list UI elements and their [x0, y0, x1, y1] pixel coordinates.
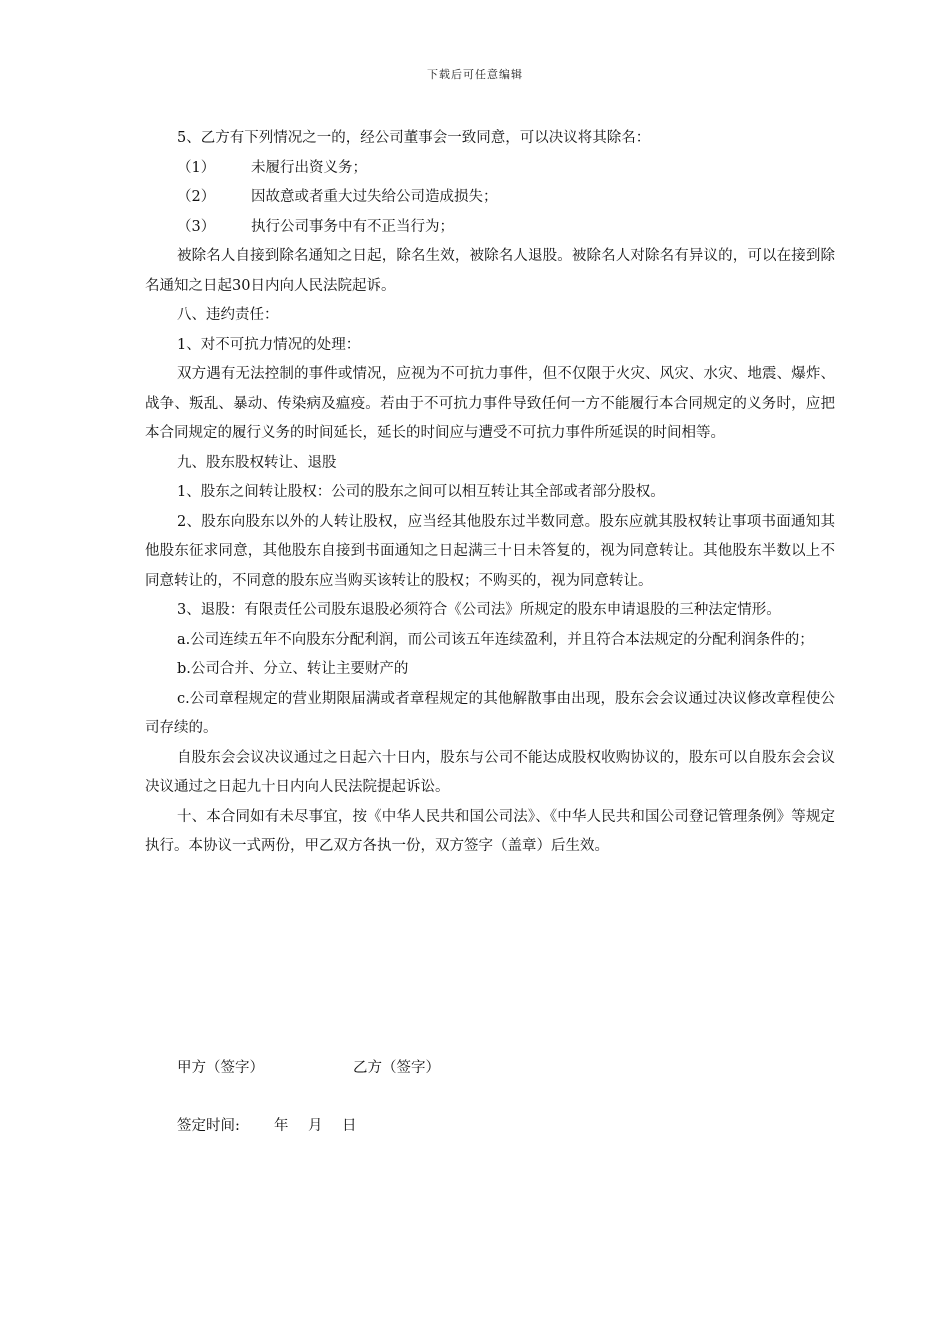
signing-date-row — [177, 1114, 357, 1135]
list-item-text: 执行公司事务中有不正当行为； — [251, 218, 454, 235]
paragraph-condition-c: c.公司章程规定的营业期限届满或者章程规定的其他解散事由出现，股东会会议通过决议修改章程使公司存续的。 — [145, 690, 835, 736]
paragraph-condition-a: a.公司连续五年不向股东分配利润，而公司该五年连续盈利，并且符合本法规定的分配利润条件的； — [177, 631, 814, 648]
list-item-text: 未履行出资义务； — [251, 159, 367, 176]
party-a-signature-label: 甲方（签字） — [177, 1060, 264, 1076]
paragraph-transfer-to-outsiders: 2、股东向股东以外的人转让股权，应当经其他股东过半数同意。股东应就其股权转让事项书面通知其他股东征求同意，其他股东自接到书面通知之日起满三十日未答复的，视为同意转让。其他股东半数以上不同意转让的，不同意的股东应当购买该转让的股权；不购买的，视为同意转让。 — [145, 513, 835, 589]
signing-date-label: 签定时间: — [177, 1118, 240, 1134]
paragraph-withdrawal: 3、退股：有限责任公司股东退股必须符合《公司法》所规定的股东申请退股的三种法定情形。 — [177, 602, 781, 618]
party-b-signature-label: 乙方（签字） — [353, 1060, 440, 1076]
paragraph-litigation-period: 自股东会会议决议通过之日起六十日内，股东与公司不能达成股权收购协议的，股东可以自股东会会议决议通过之日起九十日内向人民法院提起诉讼。 — [145, 749, 835, 795]
document-body — [145, 124, 835, 862]
signing-date-day: 日 — [342, 1118, 357, 1134]
paragraph-expulsion-effect: 被除名人自接到除名通知之日起，除名生效，被除名人退股。被除名人对除名有异议的，可以在接到除名通知之日起30日内向人民法院起诉。 — [145, 248, 835, 294]
paragraph-force-majeure-title: 1、对不可抗力情况的处理： — [177, 336, 361, 353]
list-item — [145, 213, 835, 243]
section-heading-equity-transfer: 九、股东股权转让、退股 — [177, 454, 337, 471]
section-heading-breach: 八、违约责任： — [177, 307, 279, 323]
paragraph-condition-b: b.公司合并、分立、转让主要财产的 — [177, 661, 409, 677]
page-header: 下载后可任意编辑 — [427, 68, 523, 81]
list-item — [145, 154, 835, 184]
list-item-number: （3） — [177, 218, 216, 235]
list-item-number: （2） — [177, 189, 216, 205]
paragraph-force-majeure-body: 双方遇有无法控制的事件或情况，应视为不可抗力事件，但不仅限于火灾、风灾、水灾、地震、爆炸、战争、叛乱、暴动、传染病及瘟疫。若由于不可抗力事件导致任何一方不能履行本合同规定的义务时，应把本合同规定的履行义务的时间延长，延长的时间应与遭受不可抗力事件所延误的时间相等。 — [145, 366, 835, 441]
paragraph-miscellaneous: 十、本合同如有未尽事宜，按《中华人民共和国公司法》、《中华人民共和国公司登记管理条例》等规定执行。本协议一式两份，甲乙双方各执一份，双方签字（盖章）后生效。 — [145, 808, 835, 854]
signing-date-month: 月 — [308, 1118, 323, 1134]
list-item — [145, 183, 835, 213]
signing-date-year: 年 — [274, 1118, 289, 1134]
list-item-text: 因故意或者重大过失给公司造成损失； — [251, 189, 498, 205]
paragraph-expulsion-conditions: 5、乙方有下列情况之一的，经公司董事会一致同意，可以决议将其除名： — [177, 130, 651, 146]
paragraph-transfer-between-shareholders: 1、股东之间转让股权：公司的股东之间可以相互转让其全部或者部分股权。 — [177, 484, 665, 500]
list-item-number: （1） — [177, 159, 216, 176]
